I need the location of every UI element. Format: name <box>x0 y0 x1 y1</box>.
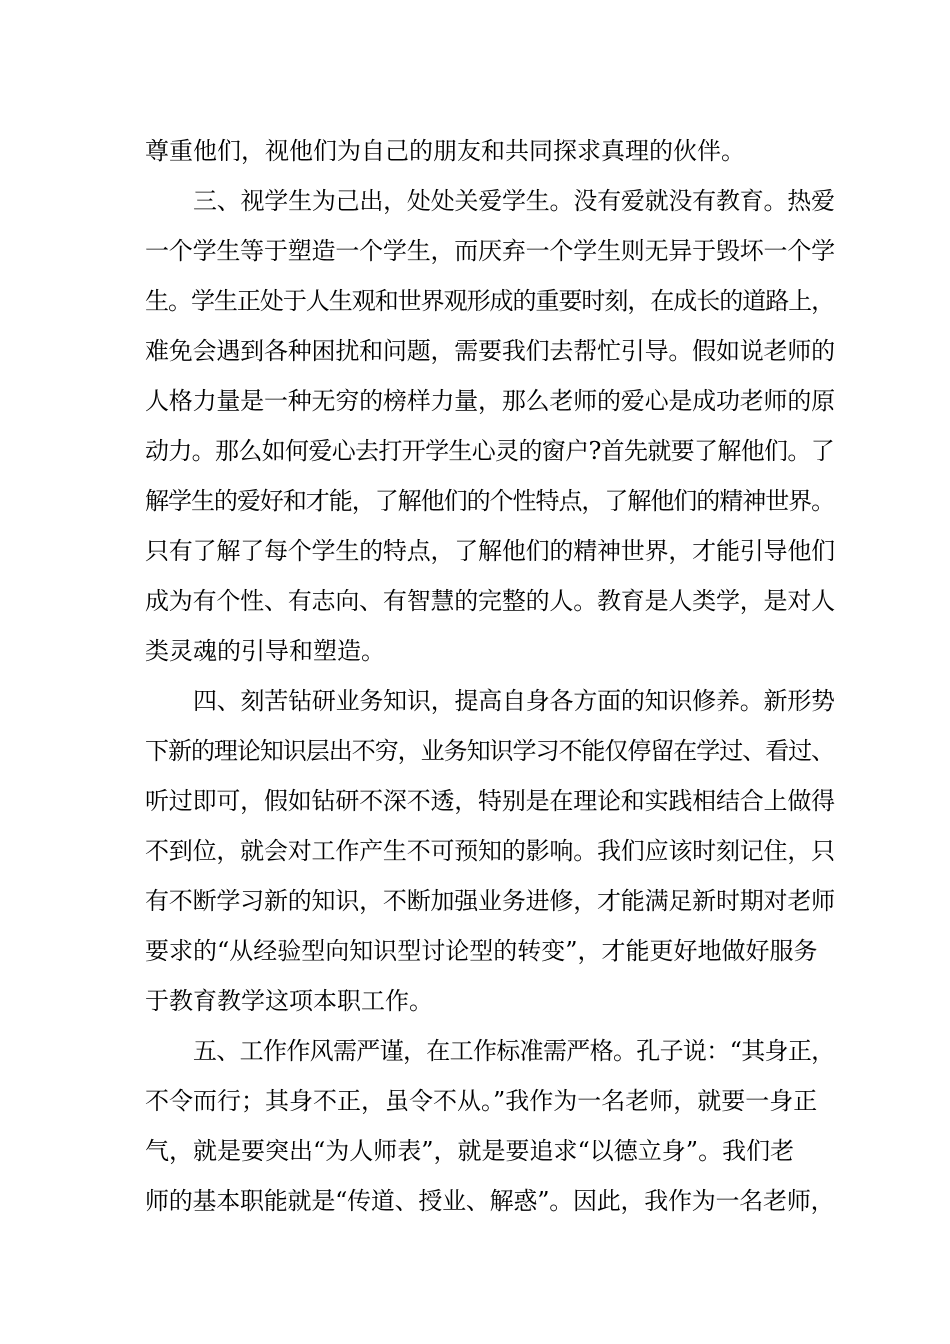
text-line: 有不断学习新的知识，不断加强业务进修，才能满足新时期对老师 <box>145 887 835 915</box>
text-line: 尊重他们，视他们为自己的朋友和共同探求真理的伙伴。 <box>145 137 745 165</box>
text-line: 三、视学生为己出，处处关爱学生。没有爱就没有教育。热爱 <box>193 187 835 215</box>
text-line: 五、工作作风需严谨，在工作标准需严格。孔子说：“其身正， <box>193 1037 835 1065</box>
text-line: 听过即可，假如钻研不深不透，特别是在理论和实践相结合上做得 <box>145 787 835 815</box>
text-line: 师的基本职能就是“传道、授业、解惑”。因此，我作为一名老师， <box>145 1187 835 1215</box>
text-line: 类灵魂的引导和塑造。 <box>145 637 385 665</box>
text-line: 成为有个性、有志向、有智慧的完整的人。教育是人类学，是对人 <box>145 587 835 615</box>
text-line: 不令而行；其身不正，虽令不从。”我作为一名老师，就要一身正 <box>145 1087 818 1115</box>
text-line: 于教育教学这项本职工作。 <box>145 987 433 1015</box>
text-line: 只有了解了每个学生的特点，了解他们的精神世界，才能引导他们 <box>145 537 835 565</box>
text-line: 气，就是要突出“为人师表”，就是要追求“以德立身”。我们老 <box>145 1137 795 1165</box>
body-text <box>145 126 835 1226</box>
text-line: 生。学生正处于人生观和世界观形成的重要时刻，在成长的道路上， <box>145 287 835 315</box>
text-line: 要求的“从经验型向知识型讨论型的转变”，才能更好地做好服务 <box>145 937 818 965</box>
text-line: 不到位，就会对工作产生不可预知的影响。我们应该时刻记住，只 <box>145 837 835 865</box>
text-line: 动力。那么如何爱心去打开学生心灵的窗户?首先就要了解他们。了 <box>145 437 835 465</box>
text-line: 人格力量是一种无穷的榜样力量，那么老师的爱心是成功老师的原 <box>145 387 835 415</box>
text-line: 解学生的爱好和才能，了解他们的个性特点，了解他们的精神世界。 <box>145 487 835 515</box>
text-line: 一个学生等于塑造一个学生，而厌弃一个学生则无异于毁坏一个学 <box>145 237 835 265</box>
text-line: 下新的理论知识层出不穷，业务知识学习不能仅停留在学过、看过、 <box>145 737 835 765</box>
text-line: 四、刻苦钻研业务知识，提高自身各方面的知识修养。新形势 <box>193 687 835 715</box>
text-line: 难免会遇到各种困扰和问题，需要我们去帮忙引导。假如说老师的 <box>145 337 835 365</box>
